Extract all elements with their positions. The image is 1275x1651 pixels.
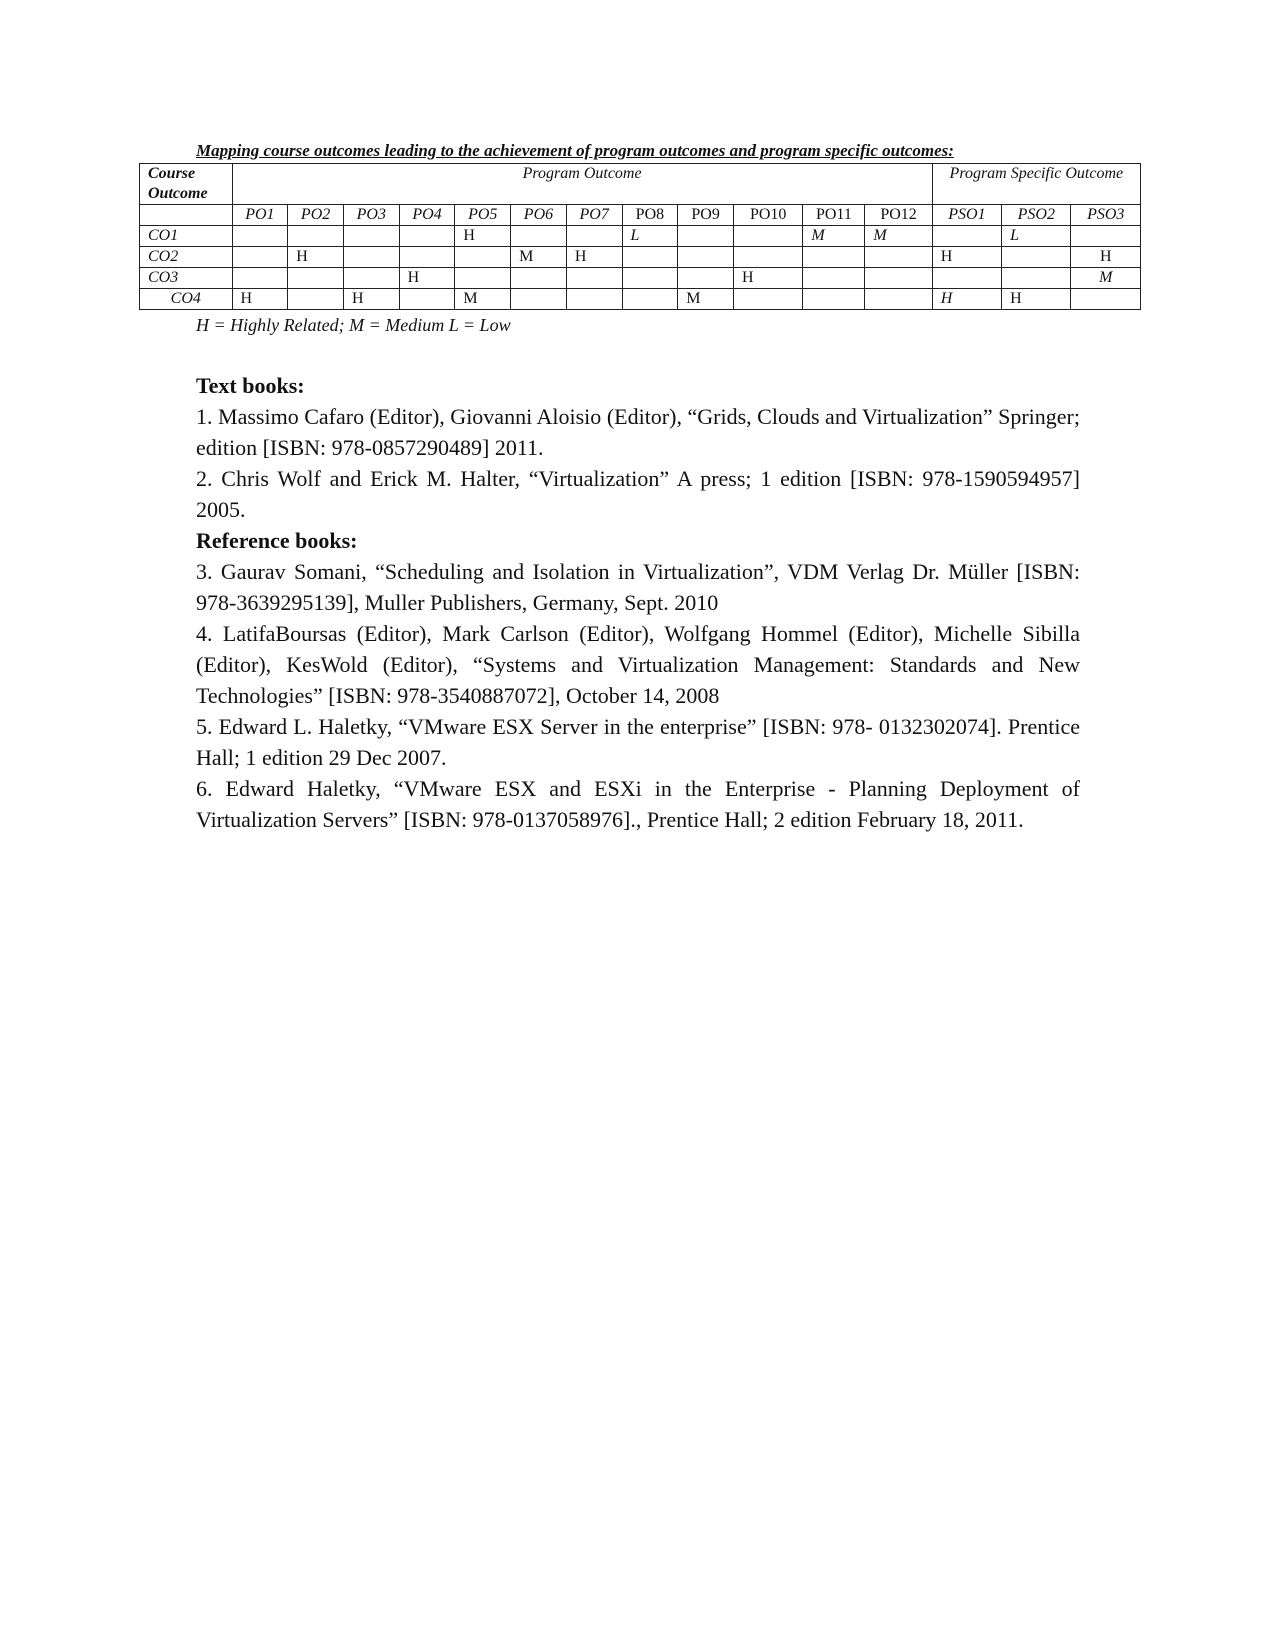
mapping-legend: H = Highly Related; M = Medium L = Low	[196, 315, 511, 335]
mapping-cell	[399, 289, 455, 310]
mapping-cell	[511, 226, 567, 247]
mapping-cell	[399, 226, 455, 247]
mapping-cell: H	[455, 226, 511, 247]
mapping-cell	[865, 289, 932, 310]
mapping-cell	[511, 268, 567, 289]
mapping-cell	[932, 268, 1001, 289]
column-header-po3: PO3	[343, 205, 399, 226]
mapping-cell	[803, 268, 865, 289]
mapping-cell	[455, 268, 511, 289]
book-item: 3. Gaurav Somani, “Scheduling and Isolation in Virtualization”, VDM Verlag Dr. Müller [ISBN: 978-3639295139], Muller Publishers, Germany, Sept. 2010	[196, 559, 1080, 615]
column-header-po11: PO11	[803, 205, 865, 226]
book-item: 6. Edward Haletky, “VMware ESX and ESXi in the Enterprise - Planning Deployment of Virtualization Servers” [ISBN: 978-0137058976]., Prentice Hall; 2 edition February 18, 2011.	[196, 776, 1080, 832]
mapping-cell	[288, 268, 344, 289]
column-header-po12: PO12	[865, 205, 932, 226]
mapping-cell	[678, 226, 734, 247]
mapping-cell: H	[1002, 289, 1071, 310]
table-row	[140, 226, 1141, 247]
mapping-cell: M	[1071, 268, 1141, 289]
book-item: 4. LatifaBoursas (Editor), Mark Carlson (Editor), Wolfgang Hommel (Editor), Michelle Sibilla (Editor), KesWold (Editor), “Systems and Virtualization Management: Standards and New Technologies” [ISBN: 978-3540887072], October 14, 2008	[196, 621, 1080, 708]
mapping-cell	[455, 247, 511, 268]
reference-books-heading: Reference books:	[196, 528, 358, 553]
mapping-cell	[232, 247, 288, 268]
mapping-cell: M	[678, 289, 734, 310]
mapping-cell	[566, 289, 622, 310]
mapping-cell: M	[455, 289, 511, 310]
co-label: CO2	[140, 247, 233, 268]
column-header-po5: PO5	[455, 205, 511, 226]
mapping-cell	[733, 247, 802, 268]
mapping-cell	[288, 226, 344, 247]
program-specific-outcome-header: Program Specific Outcome	[932, 164, 1140, 205]
co-label: CO4	[140, 289, 233, 310]
mapping-cell: M	[865, 226, 932, 247]
mapping-cell	[678, 268, 734, 289]
column-header-po10: PO10	[733, 205, 802, 226]
column-header-po1: PO1	[232, 205, 288, 226]
mapping-cell: H	[1071, 247, 1141, 268]
text-books-heading: Text books:	[196, 373, 305, 398]
mapping-cell	[803, 247, 865, 268]
mapping-cell	[865, 247, 932, 268]
mapping-cell	[566, 226, 622, 247]
mapping-cell	[1002, 268, 1071, 289]
book-item: 5. Edward L. Haletky, “VMware ESX Server in the enterprise” [ISBN: 978- 0132302074]. Prentice Hall; 1 edition 29 Dec 2007.	[196, 714, 1080, 770]
program-outcome-header: Program Outcome	[232, 164, 932, 205]
mapping-cell: H	[399, 268, 455, 289]
mapping-cell: M	[511, 247, 567, 268]
mapping-table	[139, 163, 1141, 310]
mapping-caption: Mapping course outcomes leading to the achievement of program outcomes and program specific outcomes:	[196, 141, 954, 160]
co-label: CO3	[140, 268, 233, 289]
mapping-cell: L	[622, 226, 678, 247]
column-header-po4: PO4	[399, 205, 455, 226]
mapping-cell	[1002, 247, 1071, 268]
mapping-cell: L	[1002, 226, 1071, 247]
table-row	[140, 289, 1141, 310]
course-outcome-header: Course Outcome	[140, 164, 233, 205]
mapping-cell	[343, 268, 399, 289]
mapping-cell	[343, 226, 399, 247]
mapping-cell	[288, 289, 344, 310]
empty-corner-cell	[140, 205, 233, 226]
mapping-cell	[1071, 226, 1141, 247]
mapping-cell	[622, 268, 678, 289]
mapping-cell: H	[932, 289, 1001, 310]
column-header-po2: PO2	[288, 205, 344, 226]
mapping-cell	[232, 226, 288, 247]
co-label: CO1	[140, 226, 233, 247]
column-header-row	[140, 205, 1141, 226]
mapping-cell: M	[803, 226, 865, 247]
mapping-cell	[566, 268, 622, 289]
table-row	[140, 268, 1141, 289]
mapping-cell	[733, 289, 802, 310]
mapping-cell	[932, 226, 1001, 247]
mapping-cell	[678, 247, 734, 268]
mapping-cell: H	[932, 247, 1001, 268]
mapping-cell	[733, 226, 802, 247]
mapping-cell	[622, 289, 678, 310]
table-header-row	[140, 164, 1141, 205]
mapping-cell	[343, 247, 399, 268]
book-item: 2. Chris Wolf and Erick M. Halter, “Virtualization” A press; 1 edition [ISBN: 978-1590594957] 2005.	[196, 466, 1080, 522]
mapping-cell	[622, 247, 678, 268]
mapping-cell	[511, 289, 567, 310]
book-item: 1. Massimo Cafaro (Editor), Giovanni Aloisio (Editor), “Grids, Clouds and Virtualization” Springer; edition [ISBN: 978-0857290489] 2011.	[196, 404, 1080, 460]
mapping-cell: H	[232, 289, 288, 310]
table-row	[140, 247, 1141, 268]
column-header-pso3: PSO3	[1071, 205, 1141, 226]
mapping-cell	[803, 289, 865, 310]
books-section	[196, 370, 1080, 835]
mapping-cell: H	[566, 247, 622, 268]
mapping-cell: H	[288, 247, 344, 268]
column-header-po9: PO9	[678, 205, 734, 226]
mapping-cell: H	[343, 289, 399, 310]
mapping-cell	[232, 268, 288, 289]
mapping-cell: H	[733, 268, 802, 289]
column-header-po8: PO8	[622, 205, 678, 226]
column-header-po6: PO6	[511, 205, 567, 226]
column-header-pso2: PSO2	[1002, 205, 1071, 226]
mapping-cell	[865, 268, 932, 289]
mapping-cell	[1071, 289, 1141, 310]
column-header-po7: PO7	[566, 205, 622, 226]
mapping-cell	[399, 247, 455, 268]
column-header-pso1: PSO1	[932, 205, 1001, 226]
